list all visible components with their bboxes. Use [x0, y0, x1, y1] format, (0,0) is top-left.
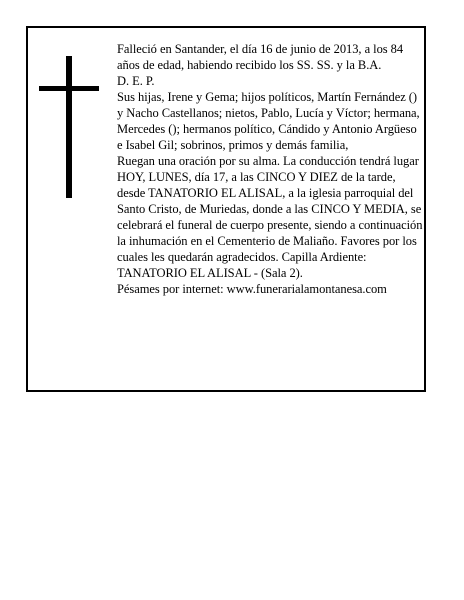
family-list: Sus hijas, Irene y Gema; hijos políticos, Martín Fernández () y Nacho Castellanos; nietos, Pablo, Lucía y Víctor; hermana, Mercedes (); hermanos político, Cándido y Antonio Argüeso e Isabel Gil; sobrinos, primos y demás familia,	[117, 90, 420, 152]
death-announcement: Falleció en Santander, el día 16 de junio de 2013, a los 84 años de edad, habiendo recibido los SS. SS. y la B.A.	[117, 42, 404, 72]
cross-horizontal-bar	[39, 86, 99, 91]
funeral-details: Ruegan una oración por su alma. La conducción tendrá lugar HOY, LUNES, día 17, a las CINCO Y DIEZ de la tarde, desde TANATORIO EL ALISAL, a la iglesia parroquial del Santo Cristo, de Muriedas, donde a las CINCO Y MEDIA, se celebrará el funeral de cuerpo presente, siendo a continuación la inhumación en el Cementerio de Maliaño. Favores por los cuales les quedarán agradecidos. Capilla Ardiente: TANATORIO EL ALISAL - (Sala 2).	[117, 154, 423, 280]
rest-in-peace: D. E. P.	[117, 74, 155, 88]
condolences-website: Pésames por internet: www.funerarialamontanesa.com	[117, 282, 387, 296]
latin-cross-icon	[39, 56, 99, 198]
obituary-text	[117, 41, 423, 297]
obituary-notice	[26, 26, 426, 392]
cross-vertical-bar	[66, 56, 72, 198]
